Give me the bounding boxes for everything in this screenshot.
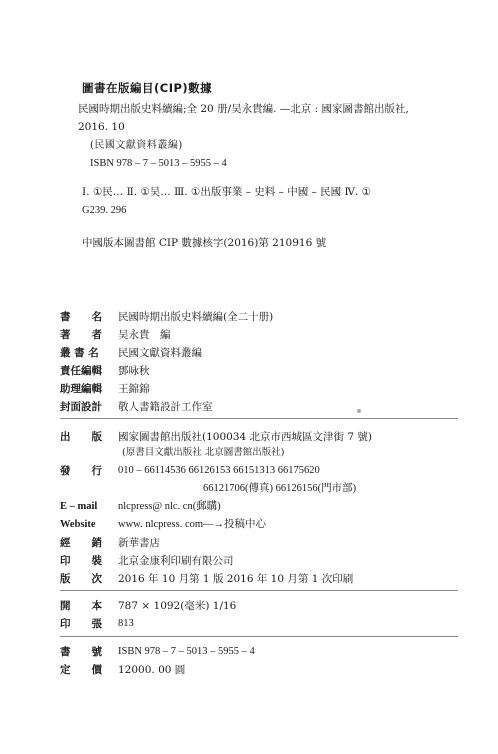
pub-label: 印 裝 — [60, 555, 102, 567]
pub-value: 北京金康利印刷有限公司 — [118, 555, 234, 567]
pub-value-phones: 010 – 66114536 66126153 66151313 66175620 — [118, 465, 320, 476]
cip-line-title: 民國時期出版史料續編;全 20 册/吴永貴編. —北京 : 國家圖書館出版社, — [78, 103, 409, 115]
pub-value-website: www. nlcpress. com—→投稿中心 — [118, 519, 267, 530]
divider-rule — [60, 590, 458, 591]
credit-value: 王錦錦 — [118, 383, 150, 395]
divider-rule — [60, 636, 458, 637]
cip-line-series: (民國文獻資料叢編) — [90, 140, 183, 151]
format-value: 787 × 1092(毫米) 1/16 — [118, 600, 237, 612]
pub-label: Website — [60, 519, 96, 530]
credit-value: 民國文獻資料叢編 — [118, 347, 202, 359]
credit-label: 責任編輯 — [60, 365, 102, 377]
pub-label: 發 行 — [60, 465, 102, 477]
cip-line-date: 2016. 10 — [78, 121, 125, 133]
pub-label: E – mail — [60, 501, 98, 512]
pub-label: 出 版 — [60, 431, 102, 443]
pub-value-note: (原書目文獻出版社 北京圖書館出版社) — [122, 447, 285, 458]
format-label: 開 本 — [60, 600, 102, 612]
cip-line-record-number: 中國版本圖書館 CIP 數據核字(2016)第 210916 號 — [82, 237, 327, 249]
pub-value-fax: 66121706(傳真) 66126156(門市部) — [203, 483, 357, 494]
cip-heading: 圖書在版編目(CIP)數據 — [82, 81, 213, 95]
credit-label: 助理編輯 — [60, 383, 102, 395]
credit-label: 著 者 — [60, 329, 102, 341]
pub-value: 新華書店 — [118, 537, 160, 549]
price-value: 12000. 00 圓 — [118, 664, 186, 676]
price-label: 書 號 — [60, 646, 102, 658]
credit-value: 民國時期出版史料續編(全二十册) — [118, 311, 274, 323]
pub-value: 2016 年 10 月第 1 版 2016 年 10 月第 1 次印刷 — [118, 573, 354, 585]
credit-value: 鄧咏秋 — [118, 365, 150, 377]
price-value: ISBN 978 – 7 – 5013 – 5955 – 4 — [118, 646, 255, 657]
format-label: 印 張 — [60, 618, 102, 630]
credit-label: 封面設計 — [60, 401, 102, 413]
pub-value-email: nlcpress@ nlc. cn(郵購) — [118, 501, 221, 512]
ink-speck — [357, 409, 361, 413]
format-value: 813 — [118, 618, 134, 629]
divider-rule — [60, 418, 458, 419]
cip-line-classification: G239. 296 — [82, 205, 127, 216]
cip-line-subjects: Ⅰ. ①民… Ⅱ. ①吴… Ⅲ. ①出版事業 – 史料 – 中國 – 民國 Ⅳ. ① — [82, 186, 372, 198]
credit-label: 書 名 — [60, 311, 102, 323]
credit-label: 叢 書 名 — [60, 347, 99, 359]
pub-label: 版 次 — [60, 573, 102, 585]
price-label: 定 價 — [60, 664, 102, 676]
pub-label: 經 銷 — [60, 537, 102, 549]
cip-line-isbn: ISBN 978 – 7 – 5013 – 5955 – 4 — [90, 158, 227, 169]
credit-value: 吴永貴 編 — [118, 329, 171, 341]
credit-value: 敬人書籍設計工作室 — [118, 401, 213, 413]
pub-value: 國家圖書館出版社(100034 北京市西城區文津街 7 號) — [118, 431, 372, 443]
